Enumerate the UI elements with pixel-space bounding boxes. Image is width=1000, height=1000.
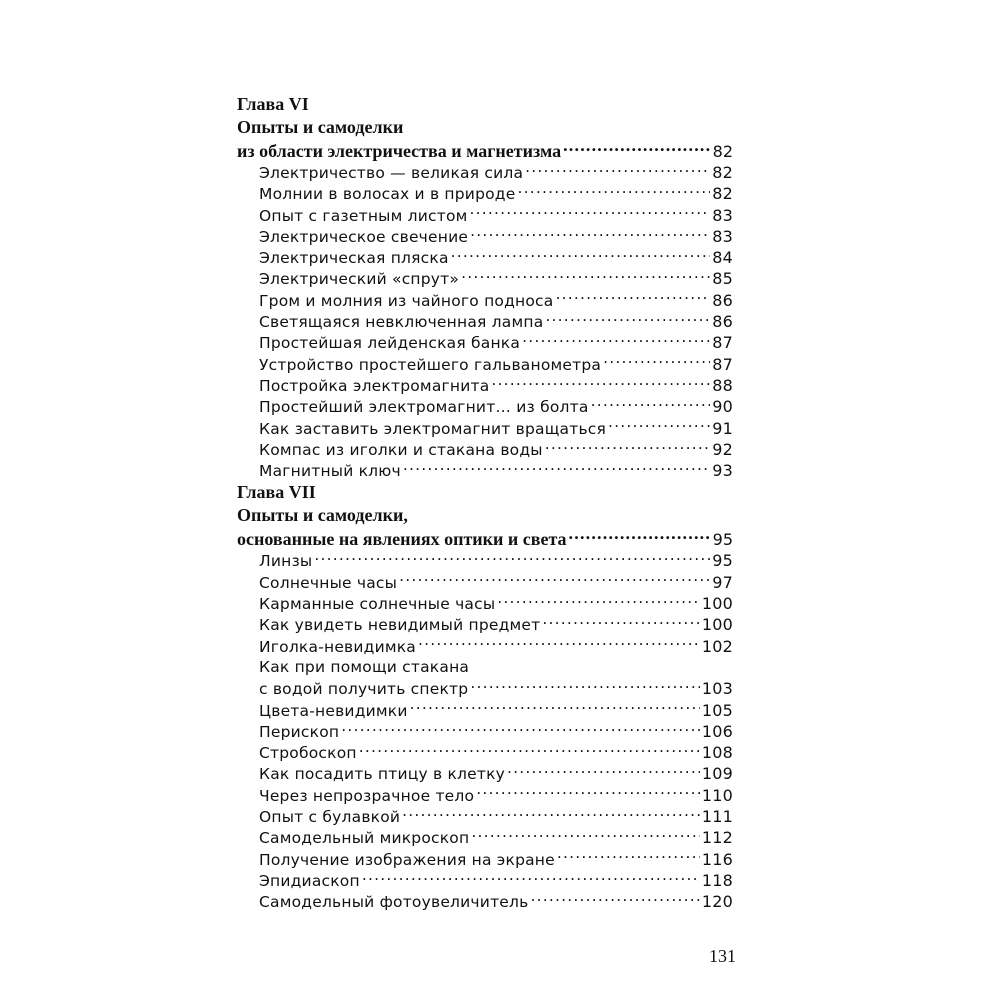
dot-leader [507, 764, 700, 780]
dot-leader [341, 721, 700, 737]
chapter-6-title-line1: Опыты и самоделки [237, 117, 404, 137]
dot-leader [497, 594, 700, 610]
toc-entry-page: 95 [712, 551, 733, 571]
toc-entry-title: Перископ [259, 722, 340, 741]
toc-entry [237, 332, 733, 353]
dot-leader [362, 870, 700, 886]
toc-entry-title: Как посадить птицу в клетку [259, 765, 506, 784]
toc-entry [237, 375, 733, 396]
dot-leader [470, 205, 711, 221]
toc-entry-page: 88 [712, 375, 733, 395]
dot-leader [403, 461, 710, 477]
toc-entry [237, 763, 733, 784]
dot-leader [471, 828, 700, 844]
chapter-7-items [237, 550, 733, 912]
chapter-6-title-row [237, 139, 733, 162]
toc-entry-page: 120 [701, 892, 733, 912]
toc-entry-title: Самодельный фотоувеличитель [259, 893, 529, 912]
toc-entry [237, 460, 733, 481]
toc-entry-page: 91 [712, 418, 733, 438]
toc-entry-title: Постройка электромагнита [259, 376, 490, 395]
toc-entry [237, 183, 733, 204]
dot-leader [563, 139, 711, 157]
toc-entry-title: Электрическая пляска [259, 249, 449, 268]
toc-entry-title: Солнечные часы [259, 573, 398, 592]
toc-entry-title: Компас из иголки и стакана воды [259, 440, 543, 459]
toc-entry [237, 418, 733, 439]
toc-entry-page: 100 [701, 594, 733, 614]
toc-entry [237, 439, 733, 460]
toc-entry-title: Магнитный ключ [259, 462, 401, 481]
dot-leader [359, 743, 700, 759]
toc-entry-title: Опыт с газетным листом [259, 206, 468, 225]
toc-entry-page: 87 [712, 354, 733, 374]
dot-leader [402, 807, 700, 823]
toc-entry-title: Молнии в волосах и в природе [259, 185, 516, 204]
toc-entry-title: Стробоскоп [259, 744, 357, 763]
toc-entry-page: 102 [701, 636, 733, 656]
dot-leader [530, 892, 699, 908]
toc-entry [237, 572, 733, 593]
chapter-6-items [237, 162, 733, 481]
toc-entry-title: Самодельный микроскоп [259, 829, 470, 848]
toc-entry-title: Светящаяся невключенная лампа [259, 313, 544, 332]
chapter-7-title-page: 95 [712, 530, 733, 550]
dot-leader [569, 527, 711, 545]
toc-entry [237, 550, 733, 571]
page-number: 131 [709, 946, 736, 966]
toc-entry-page: 106 [701, 721, 733, 741]
dot-leader [555, 290, 710, 306]
toc-entry [237, 785, 733, 806]
toc-entry-page: 103 [701, 679, 733, 699]
dot-leader [491, 375, 710, 391]
chapter-6-title-page: 82 [712, 142, 733, 161]
toc-entry-page: 116 [701, 849, 733, 869]
toc-entry-page: 83 [712, 205, 733, 225]
toc-entry-page: 84 [712, 248, 733, 268]
dot-leader [470, 679, 700, 695]
toc-entry-title: Устройство простейшего гальванометра [259, 355, 602, 374]
dot-leader [522, 333, 710, 349]
toc-entry-title: Электрическое свечение [259, 227, 469, 246]
toc-entry [237, 268, 733, 289]
dot-leader [461, 269, 710, 285]
toc-entry-page: 82 [712, 184, 733, 204]
toc-entry [237, 162, 733, 183]
toc-entry-title: Как заставить электромагнит вращаться [259, 419, 607, 438]
toc-entry-title: Простейший электромагнит… из болта [259, 398, 589, 417]
chapter-7-label: Глава VII [237, 482, 316, 503]
toc-entry [237, 614, 733, 635]
toc-entry-page: 118 [701, 870, 733, 890]
dot-leader [608, 418, 710, 434]
toc-entry-page: 82 [712, 163, 733, 182]
chapter-6-title-line2: из области электричества и магнетизма [237, 141, 562, 161]
toc-entry [237, 396, 733, 417]
dot-leader [314, 551, 710, 567]
toc-entry-page: 90 [712, 397, 733, 417]
toc-entry-title: Электричество — великая сила [259, 164, 524, 182]
dot-leader [418, 636, 700, 652]
dot-leader [451, 248, 711, 264]
toc-entry [237, 891, 733, 912]
toc-entry-page: 108 [701, 743, 733, 763]
dot-leader [410, 700, 700, 716]
dot-leader [557, 849, 700, 865]
toc-entry-page: 87 [712, 333, 733, 353]
dot-leader [476, 785, 700, 801]
toc-entry-title: Цвета-невидимки [259, 701, 408, 720]
toc-entry [237, 849, 733, 870]
toc-entry-title: Простейшая лейденская банка [259, 334, 521, 353]
chapter-6-label: Глава VI [237, 94, 309, 114]
dot-leader [603, 354, 710, 370]
toc-entry-title: Линзы [259, 552, 313, 571]
toc-entry [237, 700, 733, 721]
toc-entry-page: 86 [712, 290, 733, 310]
dot-leader [545, 312, 710, 328]
toc-entry [237, 226, 733, 247]
toc-entry [237, 742, 733, 763]
toc-entry-title: Иголка-невидимка [259, 637, 417, 656]
toc-entry-title: Карманные солнечные часы [259, 595, 496, 614]
dot-leader [525, 163, 710, 179]
toc-entry [237, 593, 733, 614]
toc-entry [237, 311, 733, 332]
dot-leader [542, 615, 699, 631]
toc-entry [237, 636, 733, 657]
toc-entry-page: 111 [701, 807, 733, 827]
chapter-7-title-line2: основанные на явлениях оптики и света [237, 529, 567, 550]
dot-leader [470, 226, 710, 242]
toc-entry-title: с водой получить спектр [259, 680, 469, 699]
toc-entry-page: 109 [701, 764, 733, 784]
toc-entry [237, 290, 733, 311]
toc-entry-page: 86 [712, 312, 733, 332]
toc-entry-line: Как при помощи стакана [259, 657, 470, 676]
toc-entry [237, 205, 733, 226]
dot-leader [517, 184, 710, 200]
toc-entry [237, 678, 733, 699]
toc-entry-title: Электрический «спрут» [259, 270, 460, 289]
toc-entry-title: Гром и молния из чайного подноса [259, 291, 554, 310]
toc-entry-page: 110 [701, 785, 733, 805]
toc-entry-title: Получение изображения на экране [259, 850, 555, 869]
toc-entry-title: Эпидиаскоп [259, 871, 360, 890]
table-of-contents [237, 93, 733, 913]
toc-entry-page: 105 [701, 700, 733, 720]
chapter-7-title-line1: Опыты и самоделки, [237, 505, 408, 526]
toc-entry [237, 827, 733, 848]
toc-entry-page: 92 [712, 439, 733, 459]
toc-entry-title: Опыт с булавкой [259, 808, 401, 827]
toc-entry [237, 806, 733, 827]
toc-entry-title: Через непрозрачное тело [259, 786, 475, 805]
dot-leader [399, 572, 710, 588]
chapter-7-title-row [237, 527, 733, 550]
dot-leader [545, 439, 711, 455]
toc-entry-page: 100 [701, 615, 733, 635]
toc-entry-title: Как увидеть невидимый предмет [259, 616, 541, 635]
toc-entry-page: 85 [712, 269, 733, 289]
dot-leader [591, 397, 711, 413]
toc-entry [237, 354, 733, 375]
toc-entry-page: 93 [712, 461, 733, 481]
toc-entry [237, 247, 733, 268]
toc-entry-page: 112 [701, 828, 733, 848]
toc-entry-page: 97 [712, 572, 733, 592]
toc-entry [237, 721, 733, 742]
toc-entry [237, 870, 733, 891]
toc-entry-page: 83 [712, 226, 733, 246]
